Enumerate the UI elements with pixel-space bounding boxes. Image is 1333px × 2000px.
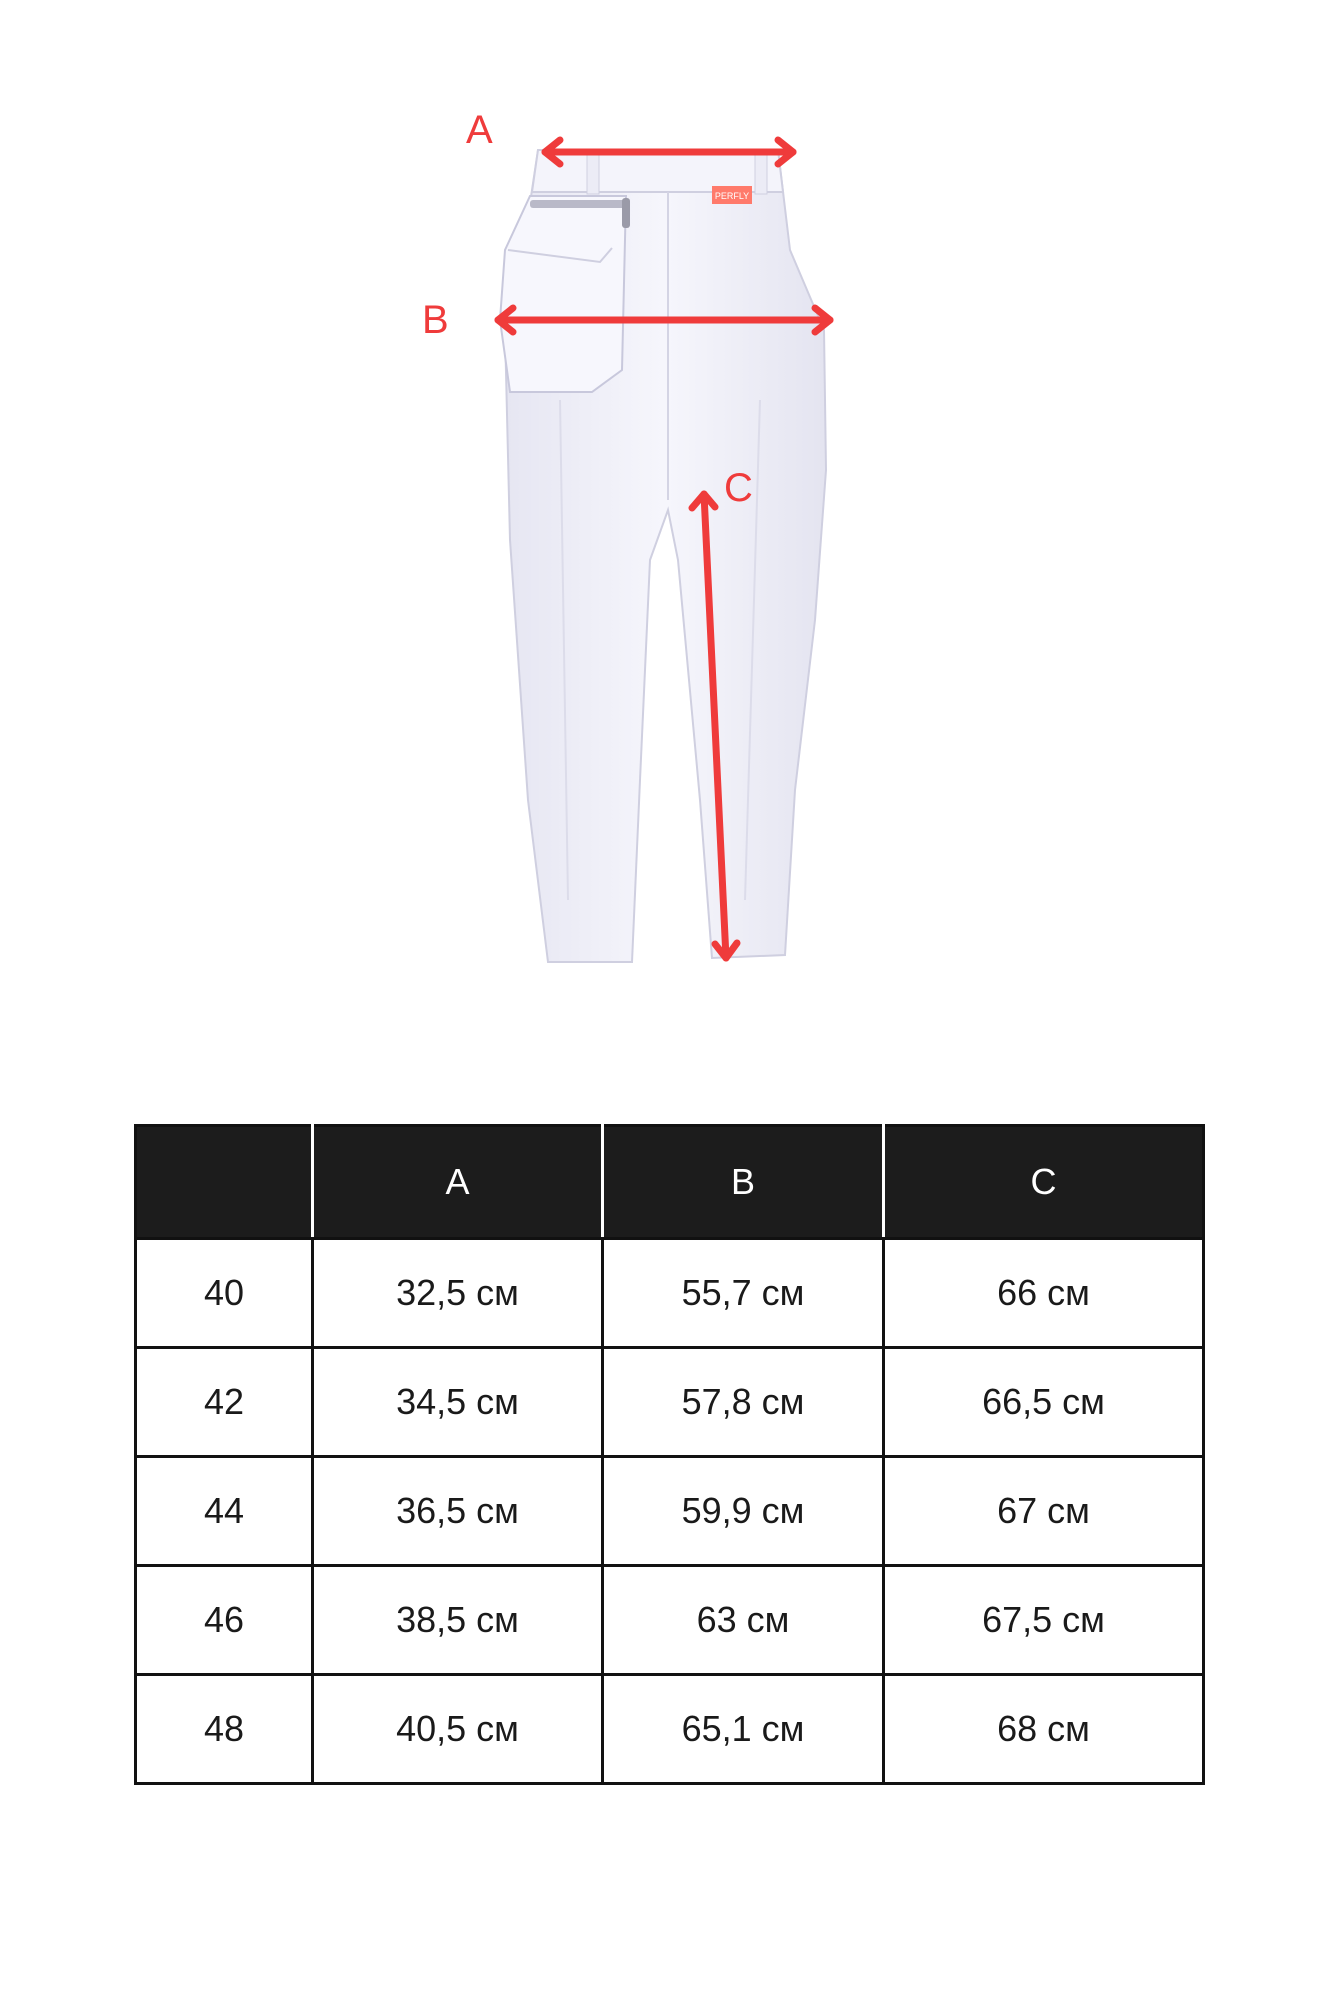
header-c: C — [884, 1126, 1204, 1239]
brand-tag: PERFLY — [714, 191, 750, 201]
a-cell: 36,5 см — [313, 1457, 603, 1566]
pouch-pocket — [500, 196, 626, 392]
table-row — [136, 1675, 1204, 1784]
a-cell: 40,5 см — [313, 1675, 603, 1784]
size-cell: 46 — [136, 1566, 313, 1675]
size-cell: 40 — [136, 1239, 313, 1348]
b-cell: 63 см — [603, 1566, 884, 1675]
size-table — [134, 1124, 1205, 1785]
table-header-row — [136, 1126, 1204, 1239]
table-row — [136, 1239, 1204, 1348]
table-row — [136, 1566, 1204, 1675]
c-cell: 68 см — [884, 1675, 1204, 1784]
size-cell: 44 — [136, 1457, 313, 1566]
c-cell: 66,5 см — [884, 1348, 1204, 1457]
size-cell: 42 — [136, 1348, 313, 1457]
header-a: A — [313, 1126, 603, 1239]
measure-label-a: A — [466, 108, 493, 152]
table-row — [136, 1348, 1204, 1457]
b-cell: 65,1 см — [603, 1675, 884, 1784]
waistband — [532, 150, 783, 192]
b-cell: 59,9 см — [603, 1457, 884, 1566]
c-cell: 67,5 см — [884, 1566, 1204, 1675]
c-cell: 67 см — [884, 1457, 1204, 1566]
header-b: B — [603, 1126, 884, 1239]
measure-label-c: C — [724, 466, 753, 510]
b-cell: 55,7 см — [603, 1239, 884, 1348]
b-cell: 57,8 см — [603, 1348, 884, 1457]
a-cell: 32,5 см — [313, 1239, 603, 1348]
size-cell: 48 — [136, 1675, 313, 1784]
c-cell: 66 см — [884, 1239, 1204, 1348]
measure-label-b: B — [422, 298, 449, 342]
a-cell: 34,5 см — [313, 1348, 603, 1457]
header-size — [136, 1126, 313, 1239]
table-row — [136, 1457, 1204, 1566]
a-cell: 38,5 см — [313, 1566, 603, 1675]
